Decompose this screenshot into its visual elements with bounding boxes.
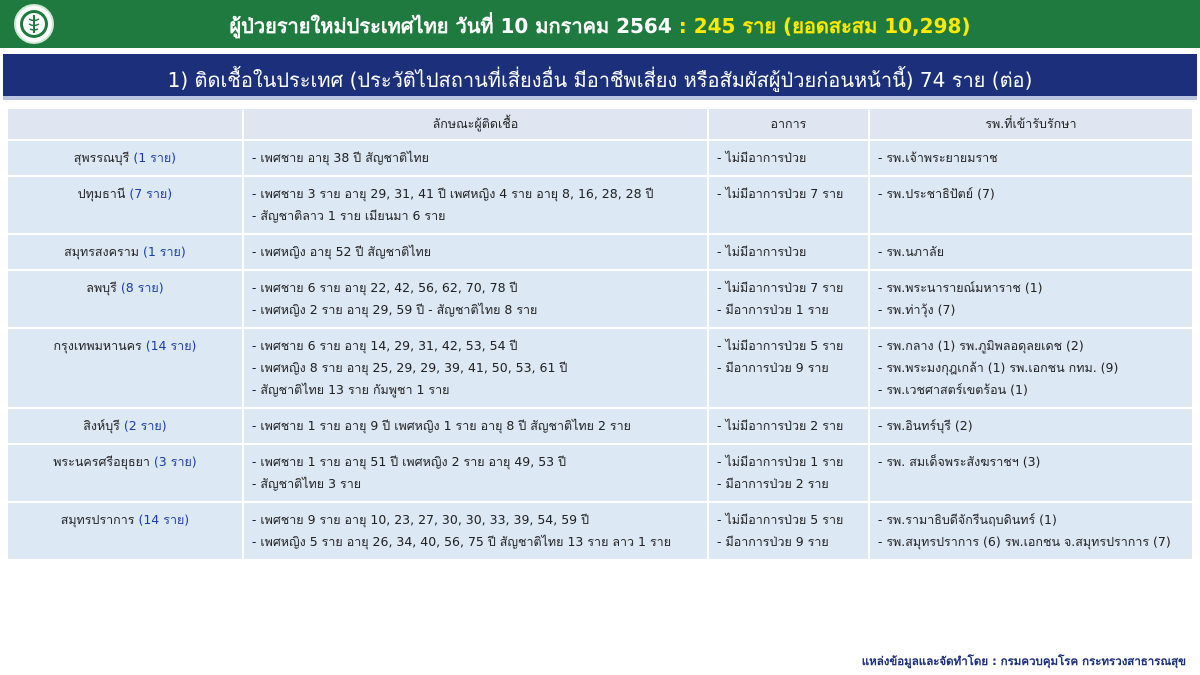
trait-line: - เพศชาย 3 ราย อายุ 29, 31, 41 ปี เพศหญิง 4 ราย อายุ 8, 16, 28, 28 ปี (251, 186, 654, 201)
hospital-line: - รพ.อินทร์บุรี (2) (877, 418, 973, 433)
symptom-line: - ไม่มีอาการป่วย 7 ราย (716, 280, 844, 295)
hospital-line: - รพ.สมุทรปราการ (6) รพ.เอกชน จ.สมุทรปราการ (7) (877, 534, 1171, 549)
province-count: (3 ราย) (153, 454, 197, 469)
province-name: ลพบุรี (86, 280, 117, 295)
symptom-line: - มีอาการป่วย 1 ราย (716, 302, 829, 317)
title-highlight: : 245 ราย (ยอดสะสม 10,298) (678, 14, 971, 38)
hospitals-cell (870, 329, 1192, 407)
trait-line: - เพศชาย 6 ราย อายุ 14, 29, 31, 42, 53, 54 ปี (251, 338, 518, 353)
hospital-line: - รพ.ท่าวุ้ง (7) (877, 302, 956, 317)
hospital-line: - รพ.ประชาธิปัตย์ (7) (877, 186, 995, 201)
symptom-line: - ไม่มีอาการป่วย 5 ราย (716, 338, 844, 353)
table-row (8, 271, 1192, 327)
trait-line: - เพศชาย 6 ราย อายุ 22, 42, 56, 62, 70, 78 ปี (251, 280, 518, 295)
trait-line: - เพศชาย 9 ราย อายุ 10, 23, 27, 30, 30, 33, 39, 54, 59 ปี (251, 512, 590, 527)
table-row (8, 177, 1192, 233)
province-count: (2 ราย) (123, 418, 167, 433)
hospitals-cell (870, 235, 1192, 269)
province-cell (8, 329, 242, 407)
province-cell (8, 177, 242, 233)
traits-cell (244, 177, 707, 233)
traits-cell (244, 141, 707, 175)
symptom-line: - ไม่มีอาการป่วย 5 ราย (716, 512, 844, 527)
hospital-line: - รพ.นภาลัย (877, 244, 945, 259)
province-cell (8, 409, 242, 443)
cases-table (6, 107, 1194, 561)
symptoms-cell (709, 141, 868, 175)
symptom-line: - ไม่มีอาการป่วย (716, 244, 807, 259)
province-count: (1 ราย) (133, 150, 177, 165)
traits-cell (244, 503, 707, 559)
symptoms-cell (709, 503, 868, 559)
trait-line: - เพศหญิง 5 ราย อายุ 26, 34, 40, 56, 75 ปี สัญชาติไทย 13 ราย ลาว 1 ราย (251, 534, 672, 549)
symptom-line: - ไม่มีอาการป่วย 7 ราย (716, 186, 844, 201)
trait-line: - เพศชาย 1 ราย อายุ 9 ปี เพศหญิง 1 ราย อายุ 8 ปี สัญชาติไทย 2 ราย (251, 418, 631, 433)
province-count: (7 ราย) (129, 186, 173, 201)
section-subtitle: 1) ติดเชื้อในประเทศ (ประวัติไปสถานที่เสี่ยงอื่น มีอาชีพเสี่ยง หรือสัมผัสผู้ป่วยก่อนหน้านี้) 74 ราย (ต่อ) (167, 68, 1033, 92)
province-cell (8, 271, 242, 327)
traits-cell (244, 271, 707, 327)
symptoms-cell (709, 177, 868, 233)
symptoms-cell (709, 445, 868, 501)
symptom-line: - มีอาการป่วย 2 ราย (716, 476, 829, 491)
symptoms-cell (709, 329, 868, 407)
trait-line: - เพศชาย อายุ 38 ปี สัญชาติไทย (251, 150, 429, 165)
hospital-line: - รพ.พระนารายณ์มหาราช (1) (877, 280, 1043, 295)
trait-line: - เพศหญิง อายุ 52 ปี สัญชาติไทย (251, 244, 432, 259)
symptom-line: - ไม่มีอาการป่วย (716, 150, 807, 165)
hospitals-cell (870, 503, 1192, 559)
hospital-line: - รพ.เจ้าพระยายมราช (877, 150, 998, 165)
symptom-line: - ไม่มีอาการป่วย 2 ราย (716, 418, 844, 433)
hospital-line: - รพ.พระมงกุฎเกล้า (1) รพ.เอกชน กทม. (9) (877, 360, 1119, 375)
province-name: สมุทรปราการ (60, 512, 135, 527)
hospitals-cell (870, 271, 1192, 327)
table-header-row (8, 109, 1192, 139)
header-hospitals: รพ.ที่เข้ารับรักษา (870, 109, 1192, 139)
trait-line: - เพศหญิง 2 ราย อายุ 29, 59 ปี - สัญชาติไทย 8 ราย (251, 302, 538, 317)
traits-cell (244, 445, 707, 501)
province-count: (8 ราย) (120, 280, 164, 295)
table-row (8, 235, 1192, 269)
province-count: (14 ราย) (138, 512, 190, 527)
province-count: (1 ราย) (142, 244, 186, 259)
source-credit: แหล่งข้อมูลและจัดทำโดย : กรมควบคุมโรค กระทรวงสาธารณสุข (861, 654, 1186, 668)
symptoms-cell (709, 235, 868, 269)
trait-line: - สัญชาติไทย 3 ราย (251, 476, 362, 491)
trait-line: - เพศหญิง 8 ราย อายุ 25, 29, 29, 39, 41, 50, 53, 61 ปี (251, 360, 568, 375)
province-name: สุพรรณบุรี (73, 150, 130, 165)
province-cell (8, 445, 242, 501)
traits-cell (244, 329, 707, 407)
province-cell (8, 503, 242, 559)
province-name: ปทุมธานี (77, 186, 126, 201)
symptom-line: - มีอาการป่วย 9 ราย (716, 360, 829, 375)
symptoms-cell (709, 409, 868, 443)
province-name: พระนครศรีอยุธยา (53, 454, 150, 469)
table-row (8, 445, 1192, 501)
subtitle-bar (3, 54, 1197, 100)
province-name: สมุทรสงคราม (64, 244, 139, 259)
province-name: กรุงเทพมหานคร (53, 338, 142, 353)
province-count: (14 ราย) (145, 338, 197, 353)
hospital-line: - รพ.กลาง (1) รพ.ภูมิพลอดุลยเดช (2) (877, 338, 1084, 353)
table-row (8, 409, 1192, 443)
title-main: ผู้ป่วยรายใหม่ประเทศไทย วันที่ 10 มกราคม 2564 (229, 14, 672, 38)
table-row (8, 503, 1192, 559)
traits-cell (244, 409, 707, 443)
province-name: สิงห์บุรี (83, 418, 120, 433)
symptom-line: - ไม่มีอาการป่วย 1 ราย (716, 454, 844, 469)
hospital-line: - รพ.เวชศาสตร์เขตร้อน (1) (877, 382, 1028, 397)
province-cell (8, 235, 242, 269)
header-traits: ลักษณะผู้ติดเชื้อ (244, 109, 707, 139)
hospital-line: - รพ.รามาธิบดีจักรีนฤบดินทร์ (1) (877, 512, 1057, 527)
page-title (0, 10, 1200, 42)
table-row (8, 141, 1192, 175)
province-cell (8, 141, 242, 175)
header-province (8, 109, 242, 139)
traits-cell (244, 235, 707, 269)
hospitals-cell (870, 445, 1192, 501)
hospitals-cell (870, 177, 1192, 233)
trait-line: - สัญชาติลาว 1 ราย เมียนมา 6 ราย (251, 208, 446, 223)
hospital-line: - รพ. สมเด็จพระสังฆราชฯ (3) (877, 454, 1041, 469)
symptom-line: - มีอาการป่วย 9 ราย (716, 534, 829, 549)
hospitals-cell (870, 409, 1192, 443)
trait-line: - เพศชาย 1 ราย อายุ 51 ปี เพศหญิง 2 ราย อายุ 49, 53 ปี (251, 454, 567, 469)
table-row (8, 329, 1192, 407)
header-bar (0, 0, 1200, 48)
hospitals-cell (870, 141, 1192, 175)
trait-line: - สัญชาติไทย 13 ราย กัมพูชา 1 ราย (251, 382, 450, 397)
symptoms-cell (709, 271, 868, 327)
header-symptoms: อาการ (709, 109, 868, 139)
